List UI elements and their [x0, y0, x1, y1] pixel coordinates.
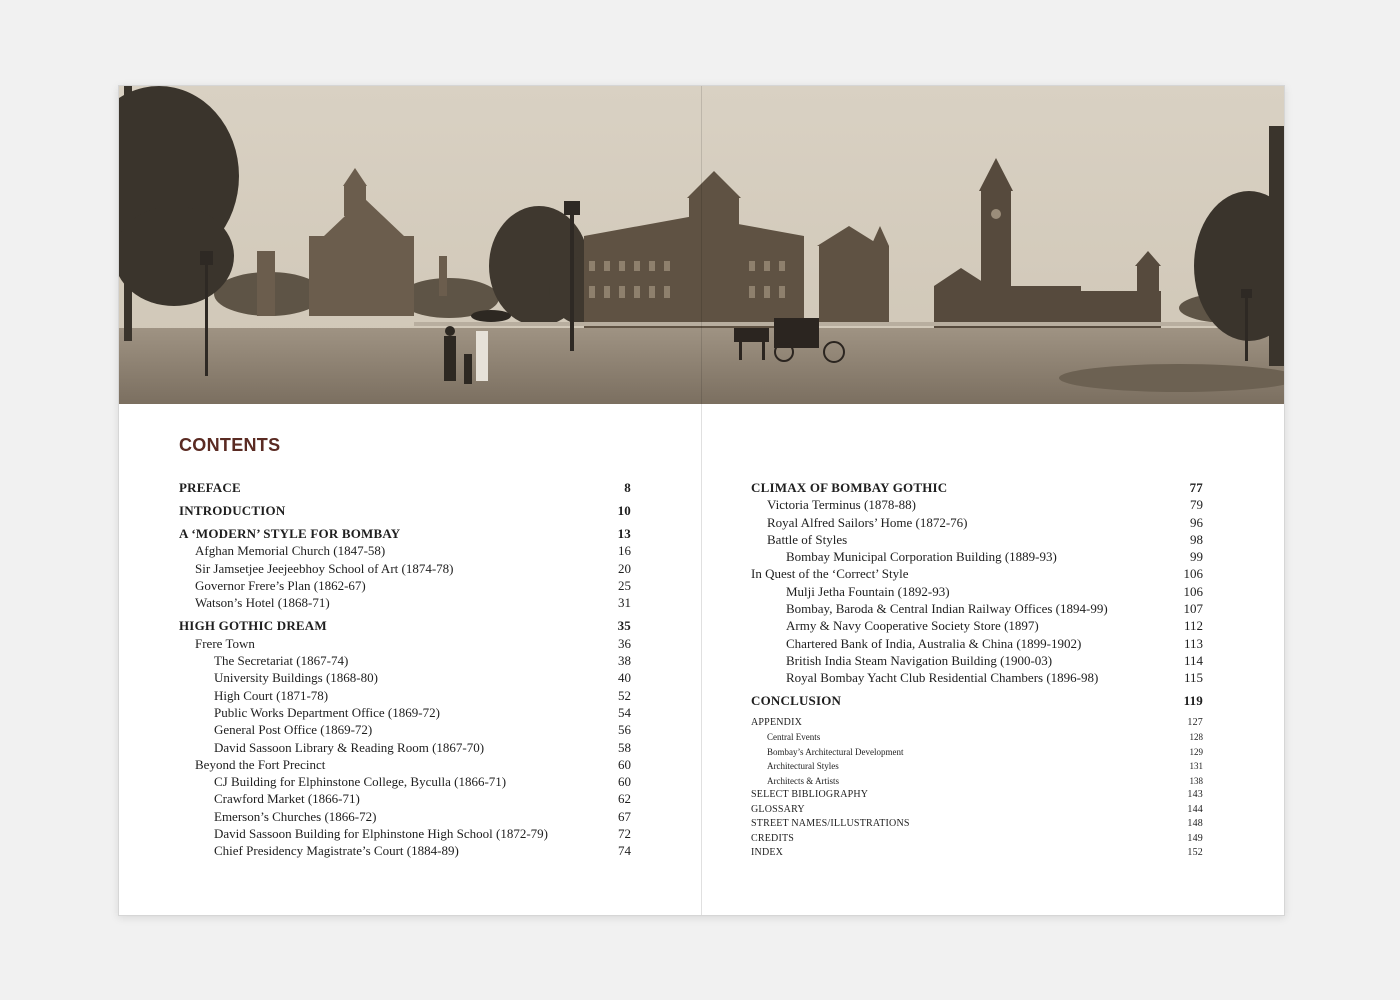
- toc-entry: [179, 756, 631, 773]
- toc-entry-title: PREFACE: [179, 480, 241, 495]
- toc-entry: [179, 773, 631, 790]
- toc-entry: [179, 808, 631, 825]
- toc-entry: [751, 832, 1203, 847]
- toc-entry: [179, 687, 631, 704]
- toc-entry: [751, 692, 1203, 709]
- toc-entry-title: Watson’s Hotel (1868-71): [195, 595, 330, 611]
- toc-entry-title: Frere Town: [195, 635, 255, 651]
- toc-entry-title: Architects & Artists: [767, 775, 839, 786]
- toc-entry-title: Afghan Memorial Church (1847-58): [195, 543, 386, 559]
- toc-entry-page: 99: [1190, 549, 1203, 565]
- toc-entry-title: Governor Frere’s Plan (1862-67): [195, 578, 366, 594]
- toc-entry-title: Beyond the Fort Precinct: [195, 756, 326, 772]
- toc-entry-title: Royal Alfred Sailors’ Home (1872-76): [767, 514, 968, 530]
- toc-entry: [751, 846, 1203, 861]
- toc-entry: [751, 635, 1203, 652]
- toc-entry-page: 60: [618, 774, 631, 790]
- toc-entry-title: Emerson’s Churches (1866-72): [214, 808, 377, 824]
- toc-entry-page: 114: [1183, 652, 1203, 668]
- toc-entry: [751, 548, 1203, 565]
- toc-entry-page: 13: [617, 526, 631, 542]
- toc-entry: [179, 842, 631, 859]
- toc-entry-page: 127: [1187, 716, 1203, 728]
- toc-entry-page: 128: [1189, 732, 1203, 743]
- toc-entry-page: 79: [1190, 497, 1203, 513]
- toc-entry-page: 20: [618, 560, 631, 576]
- toc-entry-page: 107: [1183, 601, 1203, 617]
- toc-entry: [751, 514, 1203, 531]
- toc-entry-title: INDEX: [751, 847, 784, 859]
- toc-entry: [179, 669, 631, 686]
- toc-entry: [179, 739, 631, 756]
- toc-entry-title: Architectural Styles: [767, 761, 839, 772]
- toc-entry-title: INTRODUCTION: [179, 503, 286, 519]
- toc-entry: [179, 594, 631, 611]
- toc-entry-page: 129: [1189, 746, 1203, 757]
- toc-entry-title: CLIMAX OF BOMBAY GOTHIC: [751, 480, 948, 495]
- toc-entry-page: 119: [1183, 693, 1203, 709]
- toc-entry-title: Central Events: [767, 732, 821, 743]
- toc-entry: [751, 600, 1203, 617]
- toc-entry-page: 60: [618, 756, 631, 772]
- toc-entry-title: High Court (1871-78): [214, 687, 329, 703]
- toc-entry-title: CREDITS: [751, 832, 795, 844]
- toc-entry-title: University Buildings (1868-80): [214, 670, 378, 686]
- toc-entry: [751, 531, 1203, 548]
- toc-entry: [179, 704, 631, 721]
- toc-entry-title: Chartered Bank of India, Australia & China (1899-1902): [786, 635, 1082, 651]
- toc-entry-page: 149: [1187, 832, 1203, 844]
- toc-entry-title: Bombay, Baroda & Central Indian Railway Offices (1894-99): [786, 601, 1108, 617]
- toc-entry: [751, 803, 1203, 818]
- toc-entry-page: 144: [1187, 803, 1203, 815]
- toc-entry-page: 52: [618, 687, 631, 703]
- toc-entry: [751, 759, 1203, 774]
- toc-entry: [179, 721, 631, 738]
- toc-entry-page: 115: [1183, 670, 1203, 686]
- toc-entry-title: In Quest of the ‘Correct’ Style: [751, 566, 909, 582]
- toc-entry-page: 113: [1183, 635, 1203, 651]
- toc-entry-page: 62: [618, 791, 631, 807]
- toc-entry-title: Chief Presidency Magistrate’s Court (1884-89): [214, 843, 459, 859]
- toc-entry-title: APPENDIX: [751, 716, 803, 728]
- contents-heading: CONTENTS: [179, 435, 281, 455]
- toc-entry-page: 31: [618, 595, 631, 611]
- book-spread: [118, 85, 1285, 916]
- toc-entry-page: 8: [624, 480, 631, 495]
- toc-entry-title: David Sassoon Library & Reading Room (1867-70): [214, 739, 485, 755]
- toc-entry-page: 143: [1187, 789, 1203, 801]
- toc-entry: [179, 479, 631, 496]
- toc-left-column: [179, 479, 631, 860]
- toc-entry-title: Public Works Department Office (1869-72): [214, 704, 440, 720]
- toc-entry-title: Bombay Municipal Corporation Building (1889-93): [786, 549, 1057, 565]
- toc-entry-page: 74: [618, 843, 631, 859]
- toc-entry: [751, 479, 1203, 496]
- toc-right-column: [751, 479, 1203, 861]
- toc-entry: [179, 525, 631, 542]
- toc-entry-page: 98: [1190, 531, 1203, 547]
- toc-entry-title: Sir Jamsetjee Jeejeebhoy School of Art (1874-78): [195, 560, 454, 576]
- toc-entry-page: 106: [1183, 583, 1203, 599]
- toc-entry-title: Crawford Market (1866-71): [214, 791, 360, 807]
- toc-entry-title: British India Steam Navigation Building (1900-03): [786, 652, 1053, 668]
- toc-entry: [751, 583, 1203, 600]
- toc-entry-page: 35: [617, 618, 631, 634]
- toc-entry: [179, 502, 631, 519]
- toc-entry: [751, 817, 1203, 832]
- toc-entry: [751, 788, 1203, 803]
- toc-entry-title: A ‘MODERN’ STYLE FOR BOMBAY: [179, 526, 401, 542]
- toc-entry: [751, 652, 1203, 669]
- toc-entry-page: 38: [618, 653, 631, 669]
- toc-entry-page: 58: [618, 739, 631, 755]
- toc-entry: [179, 542, 631, 559]
- toc-entry-title: Army & Navy Cooperative Society Store (1897): [786, 618, 1039, 634]
- toc-entry: [179, 825, 631, 842]
- toc-entry: [179, 652, 631, 669]
- toc-entry-page: 72: [618, 826, 631, 842]
- toc-entry-page: 67: [618, 808, 631, 824]
- toc-entry: [751, 496, 1203, 513]
- toc-entry-title: The Secretariat (1867-74): [214, 653, 349, 669]
- toc-entry-title: HIGH GOTHIC DREAM: [179, 618, 327, 634]
- toc-entry-title: Victoria Terminus (1878-88): [767, 497, 916, 513]
- toc-entry-page: 96: [1190, 514, 1203, 530]
- toc-entry-page: 106: [1183, 566, 1203, 582]
- toc-entry: [179, 790, 631, 807]
- toc-entry: [751, 774, 1203, 789]
- toc-entry: [751, 669, 1203, 686]
- toc-entry-title: CONCLUSION: [751, 693, 842, 709]
- toc-entry-title: SELECT BIBLIOGRAPHY: [751, 789, 869, 801]
- toc-entry-title: GLOSSARY: [751, 803, 805, 815]
- toc-entry-page: 56: [618, 722, 631, 738]
- toc-entry-title: Royal Bombay Yacht Club Residential Chambers (1896-98): [786, 670, 1099, 686]
- toc-entry-page: 138: [1189, 775, 1203, 786]
- toc-entry: [751, 745, 1203, 760]
- toc-entry: [179, 560, 631, 577]
- toc-entry-title: STREET NAMES/ILLUSTRATIONS: [751, 818, 910, 830]
- toc-entry: [179, 635, 631, 652]
- toc-entry-title: General Post Office (1869-72): [214, 722, 373, 738]
- toc-entry-page: 77: [1189, 480, 1203, 495]
- toc-entry-page: 131: [1189, 761, 1203, 772]
- toc-entry-page: 112: [1183, 618, 1203, 634]
- toc-entry-page: 16: [618, 543, 631, 559]
- toc-entry-title: Battle of Styles: [767, 531, 848, 547]
- toc-entry: [751, 716, 1203, 731]
- toc-entry-page: 148: [1187, 818, 1203, 830]
- toc-entry-page: 40: [618, 670, 631, 686]
- toc-entry-title: David Sassoon Building for Elphinstone High School (1872-79): [214, 826, 549, 842]
- toc-entry: [179, 577, 631, 594]
- toc-entry: [751, 617, 1203, 634]
- toc-entry-page: 25: [618, 578, 631, 594]
- toc-entry-title: Bombay’s Architectural Development: [767, 746, 904, 757]
- toc-entry-page: 36: [618, 635, 631, 651]
- toc-entry: [179, 617, 631, 634]
- toc-entry-page: 10: [617, 503, 631, 519]
- toc-entry-page: 152: [1187, 847, 1203, 859]
- page-gutter: [701, 86, 702, 915]
- toc-entry-page: 54: [618, 704, 631, 720]
- toc-entry-title: CJ Building for Elphinstone College, Byculla (1866-71): [214, 774, 507, 790]
- toc-entry: [751, 730, 1203, 745]
- toc-entry: [751, 565, 1203, 582]
- toc-entry-title: Mulji Jetha Fountain (1892-93): [786, 583, 950, 599]
